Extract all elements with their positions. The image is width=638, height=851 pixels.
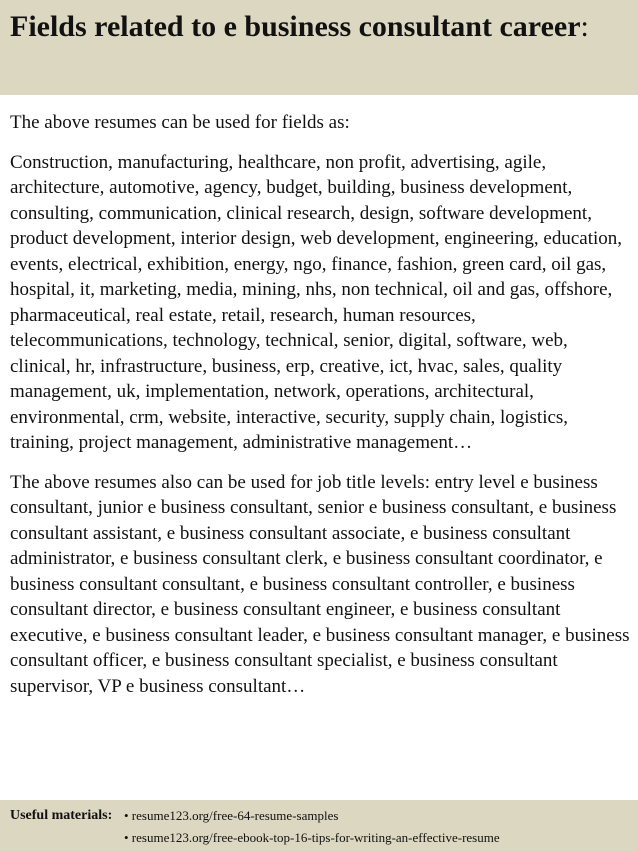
page-title-colon: : bbox=[580, 10, 589, 43]
footer-link-ebook-tips[interactable]: • resume123.org/free-ebook-top-16-tips-for-writing-an-effective-resume bbox=[124, 830, 500, 845]
useful-materials-label bbox=[10, 808, 112, 824]
page-title-main: Fields related to e business consultant career bbox=[10, 10, 581, 43]
job-levels-text: The above resumes also can be used for job title levels: entry level e business consultant, junior e business consultant, senior e business consultant, e business consultant assistant, e business consultant associate, e business consultant administrator, e business consultant clerk, e business consultant coordinator, e business consultant consultant, e business consultant controller, e business consultant director, e business consultant engineer, e business consultant executive, e business consultant leader, e business consultant manager, e business consultant officer, e business consultant specialist, e business consultant supervisor, VP e business consultant… bbox=[10, 471, 630, 697]
content-area bbox=[10, 110, 632, 699]
footer-bar bbox=[0, 800, 638, 851]
page-title bbox=[10, 7, 610, 47]
intro-text: The above resumes can be used for fields as: bbox=[10, 112, 350, 133]
useful-materials-label-colon: : bbox=[107, 808, 113, 823]
fields-list-text: Construction, manufacturing, healthcare, non profit, advertising, agile, architecture, automotive, agency, budget, building, business development, consulting, communication, clinical research, design, software development, product development, interior design, web development, engineering, education, events, electrical, exhibition, energy, ngo, finance, fashion, green card, oil gas, hospital, it, marketing, media, mining, nhs, non technical, oil and gas, offshore, pharmaceutical, real estate, retail, research, human resources, telecommunications, technology, technical, senior, digital, software, web, clinical, hr, infrastructure, business, erp, creative, ict, hvac, sales, quality management, uk, implementation, network, operations, architectural, environmental, crm, website, interactive, security, supply chain, logistics, training, project management, administrative management… bbox=[10, 151, 623, 453]
useful-materials-label-text: Useful materials bbox=[10, 808, 108, 823]
footer-link-resume-samples[interactable]: • resume123.org/free-64-resume-samples bbox=[124, 808, 339, 823]
title-bar bbox=[0, 0, 638, 95]
